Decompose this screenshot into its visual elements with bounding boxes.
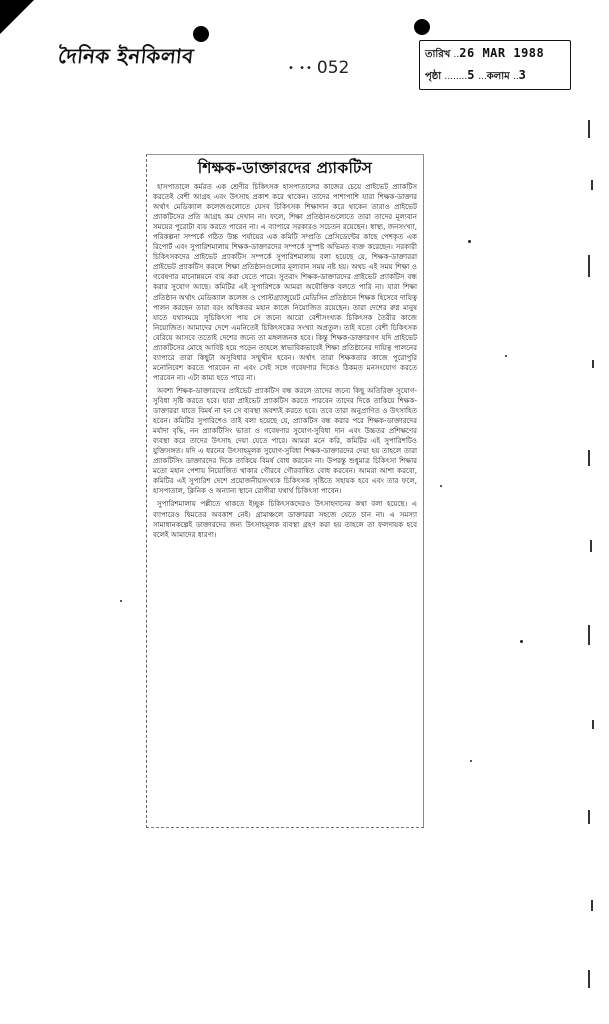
article-paragraph-2: অবশ্য শিক্ষক-ডাক্তারদের প্রাইভেট প্র্যাকটিস বন্ধ করলে তাদের জন্যে কিছু অতিরিক্ত সুযোগ-সুবিধা সৃষ্টি করতে হবে। যারা প্রাইভেট প্র্যাকটিস করতে পারবেন তাদের দিকে তাকিয়ে শিক্ষক-ডাক্তাররা যাতে বিমর্ষ না হন সে ব্যবস্থা অবশ্যই করতে হবে। তবে তারা অনুপ্রাণিত ও উৎসাহিত হবেন। কমিটির সুপারিশেও তাই বলা হয়েছে যে, প্র্যাকটিস বন্ধ করার পরে শিক্ষক-ডাক্তারদের মর্যাদা বৃদ্ধি, নন প্র্যাকটিসিং ভাতা ও গবেষণার সুযোগ-সুবিধা দান এবং উচ্চতর প্রশিক্ষণের ব্যবস্থা করে তাদের উৎসাহ দেয়া যেতে পারে। আমরা মনে করি, কমিটির এই সুপারিশটিও যুক্তিসঙ্গত। যদি এ ধরনের উৎসাহমূলক সুযোগ-সুবিধা শিক্ষক-ডাক্তারদের দেয়া হয় তাহলে তারা প্র্যাকটিসিং ডাক্তারদের দিকে তাকিয়ে বিমর্ষ বোধ করবেন না। উপরন্তু শুধুমাত্র চিকিৎসা শিক্ষার মতো মহান পেশায় নিয়োজিত থাকার গৌরবে গৌরবান্বিত বোধ করবেন। আমরা আশা করবো, কমিটির এই সুপারিশ দেশে প্রয়োজনীয়সংখ্যক চিকিৎসক সৃষ্টিতে সহায়ক হবে এবং তার ফলে, হাসপাতাল, ক্লিনিক ও অন্যান্য স্থানে রোগীরা যথার্থ চিকিৎসা পাবেন। [153,385,417,496]
scan-speck [120,600,122,602]
article-paragraph-1: হাসপাতালে কর্মরত এক শ্রেণীর চিকিৎসক হাসপাতালের কাজের চেয়ে প্রাইভেট প্র্যাকটিস করতেই বেশী আগ্রহ এবং উৎসাহ প্রকাশ করে থাকেন। তাদের পাশাপাশি যারা শিক্ষক-ডাক্তার অর্থাৎ মেডিক্যাল কলেজগুলোতে যেসব চিকিৎসক শিক্ষাদান করে থাকেন তারাও প্রাইভেট প্র্যাকটিসের প্রতি আগ্রহ কম দেখান না। ফলে, শিক্ষা প্রতিষ্ঠানগুলোতে তারা তাদের মূল্যবান সময়ের পুরোটা ব্যয় করতে পারেন না। এ ব্যাপারে সরকারও সচেতন রয়েছেন। স্বাস্থ্য, জনসংখ্যা, পরিকল্পনা সম্পর্কে গঠিত উচ্চ পর্যায়ের এক কমিটি সম্প্রতি প্রেসিডেন্টের কাছে পেশকৃত এক রিপোর্ট এবং সুপারিশমালায় শিক্ষক-ডাক্তারদের সম্পর্কে সুস্পষ্ট অভিমত ব্যক্ত করেছেন। সরকারী চিকিৎসকদের প্রাইভেট প্র্যাকটিস সম্পর্কে সুপারিশমালায় বলা হয়েছে যে, শিক্ষক-ডাক্তাররা প্রাইভেট প্র্যাকটিস করলে শিক্ষা প্রতিষ্ঠানগুলোর মূল্যবান সময় নষ্ট হয়। অথচ এই সময় শিক্ষা ও গবেষণার মানোন্নয়নে ব্যয় করা যেতে পারে। সুতরাং শিক্ষক-ডাক্তারদের প্রাইভেট প্র্যাকটিস বন্ধ করার সুযোগ আছে। কমিটির এই সুপারিশকে আমরা অযৌক্তিক বলতে পারি না। যারা শিক্ষা প্রতিষ্ঠান অর্থাৎ মেডিক্যাল কলেজ ও পোস্টগ্র্যাজুয়েট মেডিসিন প্রতিষ্ঠানে শিক্ষক হিসেবে দায়িত্ব পালন করছেন তারা বরং অধিকতর মহান কাজে নিয়োজিত রয়েছেন। তারা দেশের রুগ্ন মানুষ যাতে যথাসময়ে সুচিকিৎসা পায় সে জন্যে আরো বেশীসংখ্যক চিকিৎসক তৈরীর কাজে নিয়োজিত। আমাদের দেশে এমনিতেই চিকিৎসকের সংখ্যা অপ্রতুল। তাই যতো বেশী চিকিৎসক বেরিয়ে আসবে ততোই দেশের জন্যে তা মঙ্গলজনক হবে। কিন্তু শিক্ষক-ডাক্তারগণ যদি প্রাইভেট প্র্যাকটিসের মোহে আবিষ্ট হয়ে পড়েন তাহলে স্বাভাবিকভাবেই শিক্ষা প্রতিষ্ঠানের দায়িত্ব পালনের ব্যাপারে তারা কিছুটা অসুবিধার সম্মুখীন হবেন। অর্থাৎ তারা শিক্ষকতার কাজে পুরোপুরি মনোনিবেশ করতে পারবেন না এবং সেই সঙ্গে গবেষণার দিকেও ঠিকমত মনসংযোগ করতে পারবেন না। এটা কাম্য হতে পারে না। [153,182,417,382]
serial-number-mark [288,58,349,78]
serial-dots: • •• [288,62,313,74]
scan-speck [468,240,471,243]
punch-hole-left [193,26,209,42]
page-label: পৃষ্ঠা [425,71,442,82]
date-row: তারিখ ..26 MAR 1988 [425,46,545,60]
column-value: 3 [518,68,527,82]
scan-edge-marks [588,120,602,1000]
scan-speck [470,760,472,762]
date-label: তারিখ [425,49,451,60]
scan-speck [505,355,507,357]
article-paragraph-3: সুপারিশমালায় পল্লীতে থাকতে ইচ্ছুক চিকিৎসকদেরও উৎসাহদানের কথা বলা হয়েছে। এ ব্যাপারেও দ্বিমতের অবকাশ নেই। গ্রামাঞ্চলে ডাক্তাররা সহজে যেতে চান না। এ সমস্যা সামাধানকল্পেই ডাক্তারদের জন্য উৎসাহমূলক ব্যবস্থা গ্রহণ করা হয় তাহলে তা ফলদায়ক হবে বলেই আমাদের ধারণা। [153,499,417,539]
punch-hole-right [414,19,430,35]
date-stamp [419,40,571,90]
article-headline: শিক্ষক-ডাক্তারদের প্র্যাকটিস [197,159,373,177]
page-value: 5 [467,68,476,82]
scan-speck [520,640,523,643]
column-label: কলাম [486,71,510,82]
newspaper-masthead: দৈনিক ইনকিলাব [57,44,196,68]
date-value: 26 MAR 1988 [459,46,545,60]
scan-speck [440,485,442,487]
newspaper-clipping [146,154,424,828]
torn-corner [0,0,34,34]
page-row: পৃষ্ঠা ........5 ...কলাম ..3 [425,68,527,82]
serial-number: 052 [316,58,350,78]
